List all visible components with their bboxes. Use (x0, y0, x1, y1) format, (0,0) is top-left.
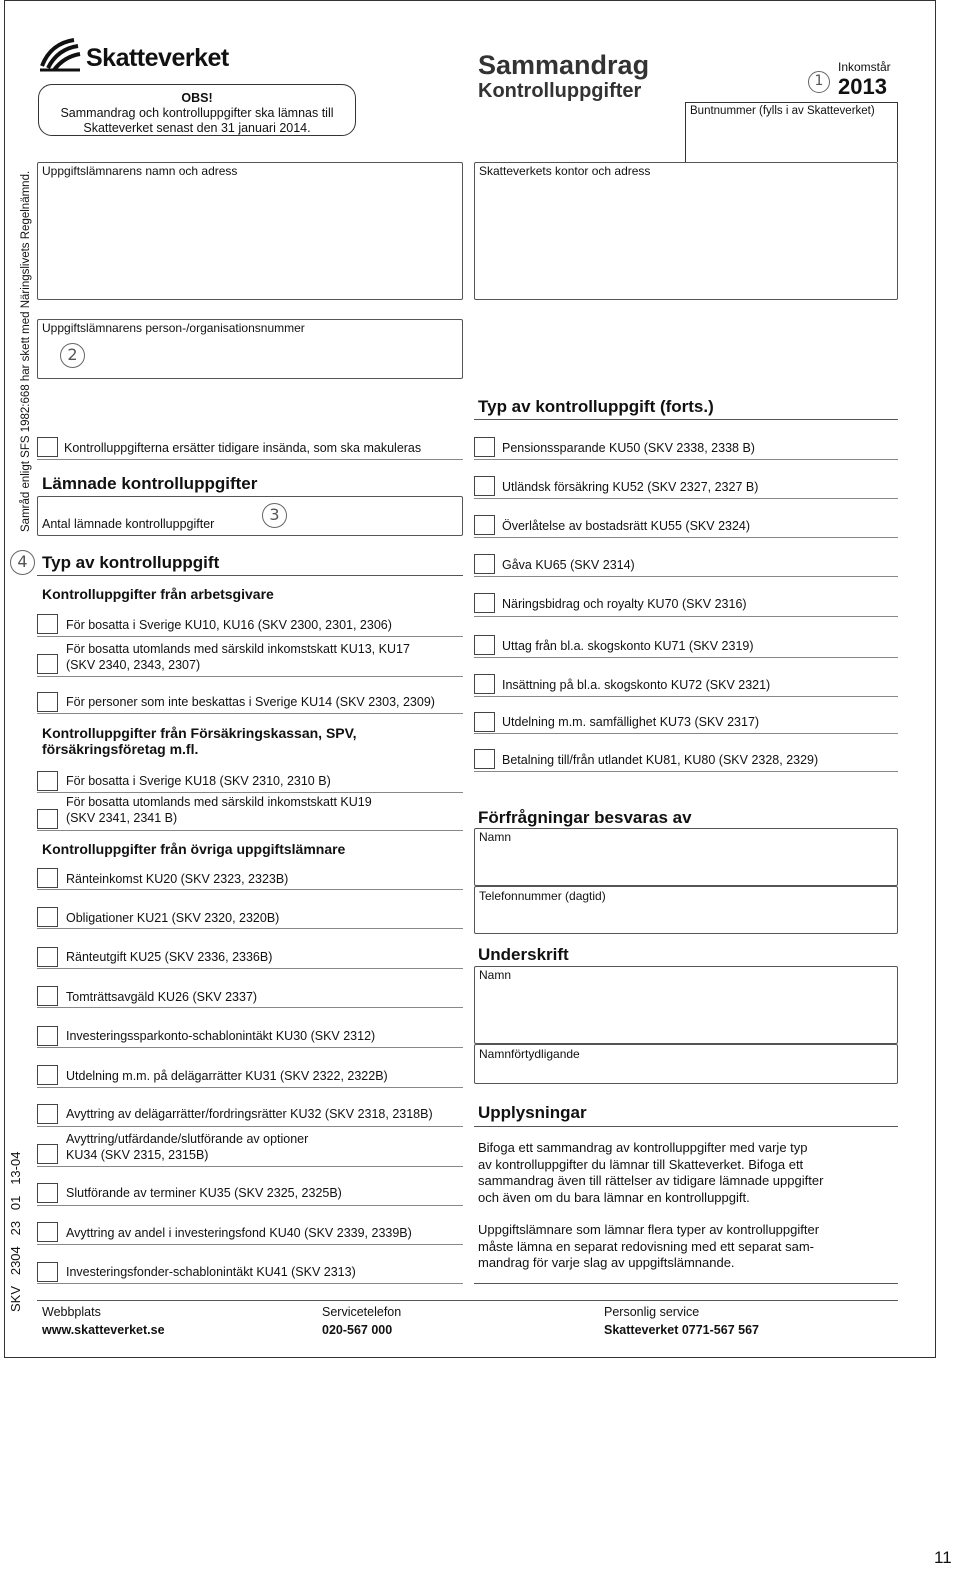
ku40-checkbox[interactable] (37, 1222, 58, 1242)
fk-heading (42, 725, 357, 757)
upplysningar-p1-line: och även om du bara lämnar en kontrolluppgift. (478, 1189, 750, 1205)
typ-forts-heading: Typ av kontrolluppgift (forts.) (478, 397, 714, 416)
ku26-checkbox[interactable] (37, 986, 58, 1006)
ku81-label: Betalning till/från utlandet KU81, KU80 (SKV 2328, 2329) (502, 753, 819, 767)
ku14-label: För personer som inte beskattas i Sverige KU14 (SKV 2303, 2309) (66, 695, 435, 709)
makuleras-checkbox[interactable] (37, 437, 58, 457)
upplysningar-p1-line: av kontrolluppgifter du lämnar till Skatteverket. Bifoga ett (478, 1156, 804, 1172)
kontor-label: Skatteverkets kontor och adress (479, 164, 651, 178)
divider (474, 1126, 898, 1127)
ku13-label-2: (SKV 2340, 2343, 2307) (66, 658, 201, 672)
ku55-checkbox[interactable] (474, 515, 495, 535)
skatteverket-logo-icon (38, 36, 82, 72)
footer-divider (37, 1300, 898, 1301)
page-subtitle: Kontrolluppgifter (478, 80, 642, 102)
personlig-label: Personlig service (604, 1305, 700, 1319)
upplysningar-p1-line: sammandrag även till rättelser av tidigare lämnade uppgifter (478, 1173, 824, 1188)
upplysningar-paragraph-2 (478, 1222, 819, 1272)
ovriga-heading: Kontrolluppgifter från övriga uppgiftslämnare (42, 841, 346, 857)
divider (37, 1283, 463, 1284)
divider (474, 696, 898, 697)
divider (474, 419, 898, 420)
divider (474, 771, 898, 772)
notice-title: OBS! (181, 91, 213, 105)
service-phone: 020-567 000 (322, 1323, 393, 1337)
divider (37, 676, 463, 677)
ku31-checkbox[interactable] (37, 1065, 58, 1085)
deadline-notice (38, 84, 356, 136)
ku18-label: För bosatta i Sverige KU18 (SKV 2310, 2310 B) (66, 774, 331, 788)
makuleras-label: Kontrolluppgifterna ersätter tidigare insända, som ska makuleras (64, 441, 422, 455)
upplysningar-paragraph-1 (478, 1140, 823, 1206)
ku34-label-2: KU34 (SKV 2315, 2315B) (66, 1148, 209, 1162)
ku18-checkbox[interactable] (37, 771, 58, 791)
ku20-label: Ränteinkomst KU20 (SKV 2323, 2323B) (66, 872, 289, 886)
fk-heading-line-1: Kontrolluppgifter från Försäkringskassan, SPV, (42, 725, 357, 741)
divider (37, 889, 463, 890)
divider (474, 459, 898, 460)
ku19-label-2: (SKV 2341, 2341 B) (66, 811, 178, 825)
arbetsgivare-heading: Kontrolluppgifter från arbetsgivare (42, 586, 274, 602)
forfragningar-heading: Förfrågningar besvaras av (478, 808, 692, 827)
name-address-field[interactable] (37, 162, 463, 300)
divider (474, 733, 898, 734)
divider (37, 792, 463, 793)
ku10-label: För bosatta i Sverige KU10, KU16 (SKV 2300, 2301, 2306) (66, 618, 392, 632)
signature-field[interactable] (474, 966, 898, 1044)
personlig-value: Skatteverket 0771-567 567 (604, 1323, 759, 1337)
ku34-label: Avyttring/utfärdande/slutförande av optioner (66, 1132, 309, 1146)
divider (37, 968, 463, 969)
ku52-checkbox[interactable] (474, 476, 495, 496)
divider (37, 1244, 463, 1245)
divider (474, 537, 898, 538)
divider (37, 636, 463, 637)
upplysningar-p2-line: måste lämna en separat redovisning med ett separat sam- (478, 1238, 815, 1254)
ku81-checkbox[interactable] (474, 749, 495, 769)
ku65-label: Gåva KU65 (SKV 2314) (502, 558, 635, 572)
page-number: 11 (934, 1548, 952, 1567)
antal-label: Antal lämnade kontrolluppgifter (42, 517, 215, 531)
field-number-2: 2 (60, 343, 85, 368)
ku13-checkbox[interactable] (37, 654, 58, 674)
ku34-checkbox[interactable] (37, 1144, 58, 1164)
samrad-note: Samråd enligt SFS 1982:668 har skett med Näringslivets Regelnämnd. (20, 170, 32, 532)
divider (474, 576, 898, 577)
notice-line-2: Skatteverket senast den 31 januari 2014. (83, 121, 311, 135)
webb-label: Webbplats (42, 1305, 101, 1319)
footer-service (322, 1303, 401, 1339)
service-label: Servicetelefon (322, 1305, 402, 1319)
ku30-label: Investeringssparkonto-schablonintäkt KU30 (SKV 2312) (66, 1029, 376, 1043)
upplysningar-p2-line: Uppgiftslämnare som lämnar flera typer av kontrolluppgifter (478, 1222, 820, 1237)
ku35-label: Slutförande av terminer KU35 (SKV 2325, 2325B) (66, 1186, 342, 1200)
name-address-label: Uppgiftslämnarens namn och adress (42, 164, 238, 178)
ku21-checkbox[interactable] (37, 907, 58, 927)
upplysningar-heading: Upplysningar (478, 1103, 587, 1122)
year-value: 2013 (838, 74, 887, 99)
ku41-label: Investeringsfonder-schablonintäkt KU41 (SKV 2313) (66, 1265, 356, 1279)
upplysningar-p2-line: mandrag för varje slag av uppgiftslämnande. (478, 1255, 735, 1270)
buntnummer-label: Buntnummer (fylls i av Skatteverket) (690, 105, 875, 117)
ku25-checkbox[interactable] (37, 947, 58, 967)
ku26-label: Tomträttsavgäld KU26 (SKV 2337) (66, 990, 258, 1004)
field-number-3: 3 (262, 503, 287, 528)
ku41-checkbox[interactable] (37, 1262, 58, 1282)
ku32-checkbox[interactable] (37, 1104, 58, 1124)
ku72-checkbox[interactable] (474, 674, 495, 694)
ku73-label: Utdelning m.m. samfällighet KU73 (SKV 2317) (502, 715, 760, 729)
kontor-field[interactable] (474, 162, 898, 300)
orgnr-label: Uppgiftslämnarens person-/organisationsnummer (42, 321, 305, 335)
ku10-checkbox[interactable] (37, 614, 58, 634)
underskrift-heading: Underskrift (478, 945, 569, 964)
ku73-checkbox[interactable] (474, 712, 495, 732)
ku70-checkbox[interactable] (474, 593, 495, 613)
typ-heading: Typ av kontrolluppgift (42, 553, 220, 572)
ku31-label: Utdelning m.m. på delägarrätter KU31 (SKV 2322, 2322B) (66, 1069, 388, 1083)
divider (474, 1283, 898, 1284)
page-title: Sammandrag (478, 50, 650, 80)
ku14-checkbox[interactable] (37, 692, 58, 712)
ku35-checkbox[interactable] (37, 1183, 58, 1203)
orgnr-field[interactable] (37, 319, 463, 379)
ku71-checkbox[interactable] (474, 635, 495, 655)
ku70-label: Näringsbidrag och royalty KU70 (SKV 2316) (502, 597, 747, 611)
field-number-4: 4 (10, 550, 35, 575)
antal-field[interactable] (37, 496, 463, 536)
divider (37, 713, 463, 714)
ku50-label: Pensionssparande KU50 (SKV 2338, 2338 B) (502, 441, 755, 455)
form-code: SKV 2304 23 01 13-04 (8, 1151, 23, 1312)
divider (37, 1166, 463, 1167)
ku13-label: För bosatta utomlands med särskild inkomstskatt KU13, KU17 (66, 642, 410, 656)
ku19-checkbox[interactable] (37, 809, 58, 829)
contact-name-field[interactable] (474, 828, 898, 886)
buntnummer-box[interactable] (685, 102, 898, 162)
upplysningar-p1-line: Bifoga ett sammandrag av kontrolluppgifter med varje typ (478, 1140, 808, 1155)
ku21-label: Obligationer KU21 (SKV 2320, 2320B) (66, 911, 280, 925)
ku25-label: Ränteutgift KU25 (SKV 2336, 2336B) (66, 950, 273, 964)
ku20-checkbox[interactable] (37, 868, 58, 888)
footer-webb (42, 1303, 165, 1339)
phone-field[interactable] (474, 886, 898, 934)
divider (474, 498, 898, 499)
divider (474, 616, 898, 617)
field-number-1: 1 (808, 71, 830, 93)
skatteverket-logo (38, 36, 243, 76)
notice-line-1: Sammandrag och kontrolluppgifter ska lämnas till (60, 106, 334, 120)
contact-name-label: Namn (479, 830, 512, 844)
ku52-label: Utländsk försäkring KU52 (SKV 2327, 2327 B) (502, 480, 759, 494)
ku71-label: Uttag från bl.a. skogskonto KU71 (SKV 2319) (502, 639, 754, 653)
divider (37, 1126, 463, 1127)
ku50-checkbox[interactable] (474, 437, 495, 457)
inkomstar-label: Inkomstår (838, 60, 891, 74)
fk-heading-line-2: försäkringsföretag m.fl. (42, 741, 199, 757)
divider (37, 928, 463, 929)
ku32-label: Avyttring av delägarrätter/fordringsrätter KU32 (SKV 2318, 2318B) (66, 1107, 433, 1121)
ku40-label: Avyttring av andel i investeringsfond KU40 (SKV 2339, 2339B) (66, 1226, 412, 1240)
divider (37, 1087, 463, 1088)
logo-text: Skatteverket (86, 44, 229, 72)
ku65-checkbox[interactable] (474, 554, 495, 574)
webb-link[interactable]: www.skatteverket.se (42, 1323, 165, 1337)
namnfortydligande-field[interactable] (474, 1044, 898, 1084)
divider (37, 830, 463, 831)
divider (37, 459, 463, 460)
footer-personlig (604, 1303, 759, 1339)
lamnade-heading: Lämnade kontrolluppgifter (42, 474, 258, 493)
phone-label: Telefonnummer (dagtid) (479, 889, 606, 903)
ku19-label: För bosatta utomlands med särskild inkomstskatt KU19 (66, 795, 372, 809)
ku55-label: Överlåtelse av bostadsrätt KU55 (SKV 2324) (502, 519, 751, 533)
divider (37, 1205, 463, 1206)
divider (474, 657, 898, 658)
divider (37, 575, 463, 576)
ku72-label: Insättning på bl.a. skogskonto KU72 (SKV 2321) (502, 678, 771, 692)
divider (37, 1047, 463, 1048)
divider (37, 1007, 463, 1008)
namnfortydligande-label: Namnförtydligande (479, 1047, 580, 1061)
signature-name-label: Namn (479, 968, 512, 982)
ku30-checkbox[interactable] (37, 1026, 58, 1046)
